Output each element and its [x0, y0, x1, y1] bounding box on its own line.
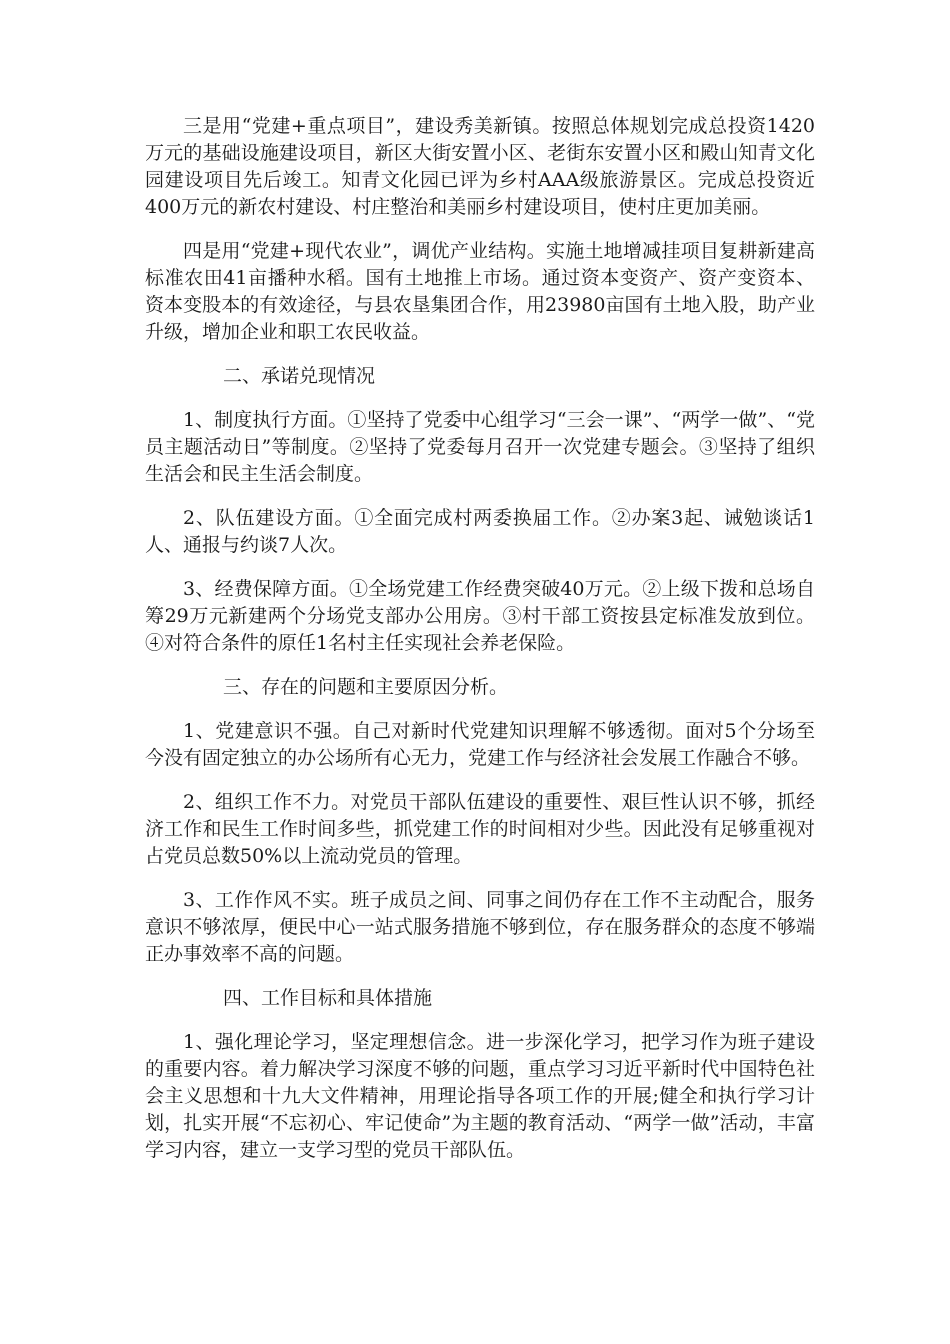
section-heading-goals: 四、工作目标和具体措施: [223, 987, 433, 1009]
paragraph-party-awareness: 1、党建意识不强。自己对新时代党建知识理解不够透彻。面对5个分场至今没有固定独立的办公场所有心无力，党建工作与经济社会发展工作融合不够。: [145, 720, 815, 769]
paragraph-work-style: 3、工作作风不实。班子成员之间、同事之间仍存在工作不主动配合，服务意识不够浓厚，便民中心一站式服务措施不够到位，存在服务群众的态度不够端正办事效率不高的问题。: [145, 889, 815, 965]
section-heading-problems: 三、存在的问题和主要原因分析。: [223, 676, 509, 698]
paragraph-modern-agriculture: 四是用“党建+现代农业”，调优产业结构。实施土地增减挂项目复耕新建高标准农田41亩播种水稻。国有土地推上市场。通过资本变资产、资产变资本、资本变股本的有效途径，与县农垦集团合作，用23980亩国有土地入股，助产业升级，增加企业和职工农民收益。: [145, 240, 815, 343]
paragraph-theory-study: 1、强化理论学习，坚定理想信念。进一步深化学习，把学习作为班子建设的重要内容。着力解决学习深度不够的问题，重点学习习近平新时代中国特色社会主义思想和十九大文件精神，用理论指导各项工作的开展;健全和执行学习计划，扎实开展“不忘初心、牢记使命”为主题的教育活动、“两学一做”活动，丰富学习内容，建立一支学习型的党员干部队伍。: [145, 1031, 815, 1161]
section-heading-commitments: 二、承诺兑现情况: [223, 365, 376, 387]
paragraph-funding: 3、经费保障方面。①全场党建工作经费突破40万元。②上级下拨和总场自筹29万元新建两个分场党支部办公用房。③村干部工资按县定标准发放到位。④对符合条件的原任1名村主任实现社会养老保险。: [145, 578, 815, 654]
paragraph-system-execution: 1、制度执行方面。①坚持了党委中心组学习“三会一课”、“两学一做”、“党员主题活动日”等制度。②坚持了党委每月召开一次党建专题会。③坚持了组织生活会和民主生活会制度。: [145, 409, 815, 485]
paragraph-team-building: 2、队伍建设方面。①全面完成村两委换届工作。②办案3起、诫勉谈话1人、通报与约谈7人次。: [145, 507, 815, 556]
paragraph-key-project: 三是用“党建+重点项目”，建设秀美新镇。按照总体规划完成总投资1420万元的基础设施建设项目，新区大街安置小区、老街东安置小区和殿山知青文化园建设项目先后竣工。知青文化园已评为乡村AAA级旅游景区。完成总投资近400万元的新农村建设、村庄整治和美丽乡村建设项目，使村庄更加美丽。: [145, 115, 815, 218]
paragraph-organization-work: 2、组织工作不力。对党员干部队伍建设的重要性、艰巨性认识不够，抓经济工作和民生工作时间多些，抓党建工作的时间相对少些。因此没有足够重视对占党员总数50%以上流动党员的管理。: [145, 791, 815, 867]
document-page: [145, 113, 815, 1181]
